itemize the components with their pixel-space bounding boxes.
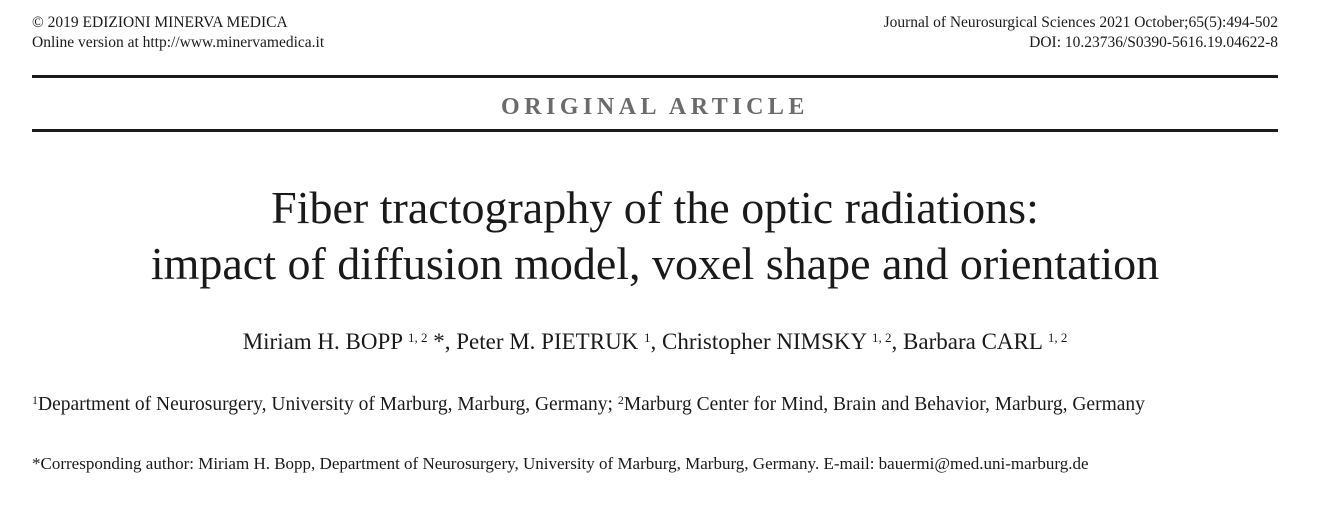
section-label: ORIGINAL ARTICLE bbox=[501, 94, 809, 120]
author-separator: *, bbox=[427, 329, 451, 354]
header-left bbox=[32, 13, 324, 53]
article-first-page bbox=[32, 0, 1278, 514]
journal-header bbox=[32, 13, 1278, 55]
header-right bbox=[884, 13, 1278, 53]
corresponding-author: *Corresponding author: Miriam H. Bopp, Department of Neurosurgery, University of Marburg, Marburg, Germany. E-mail: bauermi@med.uni-marburg.de bbox=[32, 454, 1089, 473]
author-affiliation-mark: 1 bbox=[644, 330, 651, 345]
online-version-line: Online version at http://www.minervamedica.it bbox=[32, 34, 325, 51]
author-name: Peter M. PIETRUK bbox=[456, 329, 639, 354]
author-name: Miriam H. BOPP bbox=[242, 329, 403, 354]
journal-citation: Journal of Neurosurgical Sciences 2021 October;65(5):494-502 bbox=[883, 14, 1278, 31]
affiliations bbox=[32, 392, 1278, 417]
author-affiliation-mark: 1, 2 bbox=[872, 330, 892, 345]
author-name: Barbara CARL bbox=[903, 329, 1043, 354]
copyright-line: © 2019 EDIZIONI MINERVA MEDICA bbox=[32, 14, 288, 31]
title-line-1: Fiber tractography of the optic radiations: bbox=[271, 182, 1039, 233]
top-divider bbox=[32, 75, 1278, 78]
affiliation-mark-1: 1 bbox=[32, 393, 38, 407]
doi-line: DOI: 10.23736/S0390-5616.19.04622-8 bbox=[1029, 34, 1278, 51]
author-affiliation-mark: 1, 2 bbox=[407, 330, 428, 345]
author-list bbox=[32, 327, 1278, 357]
author-name: Christopher NIMSKY bbox=[662, 329, 867, 354]
affiliation-2: Marburg Center for Mind, Brain and Behavior, Marburg, Germany bbox=[623, 394, 1145, 415]
bottom-divider bbox=[32, 129, 1278, 132]
article-title bbox=[32, 180, 1278, 292]
title-line-2: impact of diffusion model, voxel shape and orientation bbox=[150, 238, 1160, 289]
author-separator: , bbox=[891, 329, 898, 354]
author-affiliation-mark: 1, 2 bbox=[1047, 330, 1068, 345]
author-separator: , bbox=[650, 329, 657, 354]
affiliation-1: Department of Neurosurgery, University of Marburg, Marburg, Germany; bbox=[38, 394, 618, 415]
affiliation-mark-2: 2 bbox=[617, 393, 624, 407]
